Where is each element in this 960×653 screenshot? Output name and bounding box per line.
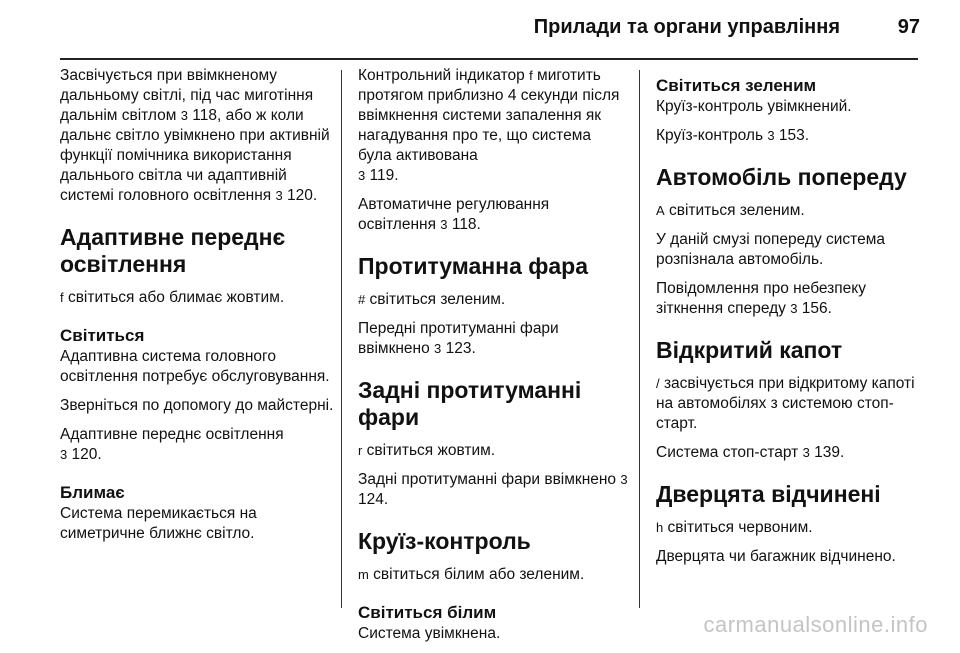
reference-arrow-icon: 3 (434, 341, 442, 356)
paragraph: m світиться білим або зеленим. (358, 566, 585, 583)
page-title: Прилади та органи управління (533, 16, 840, 38)
paragraph: A світиться зеленим. (656, 202, 805, 219)
reference-arrow-icon: 3 (767, 128, 775, 143)
cruise-control-icon: m (358, 567, 369, 582)
watermark: carmanualsonline.info (703, 612, 928, 637)
paragraph: Контрольний індикатор f миготить протягом приблизно 4 секунди після ввімкнення системи запалення як нагадування про те, що система була активована 3 119. (358, 67, 620, 184)
reference-arrow-icon: 3 (620, 472, 628, 487)
subsection-heading: Світиться зеленим (656, 76, 817, 95)
column-2 (358, 66, 628, 653)
paragraph: r світиться жовтим. (358, 442, 496, 459)
paragraph: Автоматичне регулювання освітлення 3 118. (358, 196, 550, 233)
paragraph: Круїз-контроль увімкнений. (656, 98, 852, 115)
header-rule (60, 58, 918, 60)
reference-arrow-icon: 3 (60, 447, 68, 462)
section-heading: Протитуманна фара (358, 253, 589, 279)
vehicle-ahead-icon: A (656, 203, 665, 218)
paragraph: / засвічується при відкритому капоті на автомобілях з системою стоп-старт. (656, 375, 915, 432)
section-heading: Задні протитуманні фари (358, 377, 582, 430)
reference-arrow-icon: 3 (440, 217, 448, 232)
bonnet-open-icon: / (656, 376, 660, 391)
adaptive-light-icon: f (529, 68, 533, 83)
section-heading: Круїз-контроль (358, 528, 531, 554)
column-divider (341, 70, 342, 608)
page-number: 97 (897, 16, 920, 38)
rear-fog-light-icon: r (358, 443, 363, 458)
paragraph: У даній смузі попереду система розпізнала автомобіль. (656, 231, 885, 268)
door-open-icon: h (656, 520, 664, 535)
paragraph: Засвічується при ввімкненому дальньому світлі, під час миготіння дальнім світлом 3 118, або ж коли дальнє світло увімкнено при активній функції помічника використання дальнього світла чи адаптивній системі головного освітлення 3 120. (60, 67, 330, 204)
column-3 (656, 66, 926, 576)
paragraph: Система увімкнена. (358, 625, 501, 642)
paragraph: Дверцята чи багажник відчинено. (656, 548, 896, 565)
paragraph: Система перемикається на симетричне ближнє світло. (60, 505, 257, 542)
reference-arrow-icon: 3 (790, 301, 798, 316)
paragraph: Система стоп-старт 3 139. (656, 444, 845, 461)
paragraph: Адаптивна система головного освітлення потребує обслуговування. (60, 348, 330, 385)
section-heading: Відкритий капот (656, 337, 843, 363)
paragraph: Адаптивне переднє освітлення 3 120. (60, 426, 284, 463)
section-heading: Автомобіль попереду (656, 164, 907, 190)
reference-arrow-icon: 3 (358, 168, 366, 183)
paragraph: Задні протитуманні фари ввімкнено 3 124. (358, 471, 628, 508)
paragraph: h світиться червоним. (656, 519, 813, 536)
column-1 (60, 66, 340, 553)
paragraph: Круїз-контроль 3 153. (656, 127, 810, 144)
paragraph: # світиться зеленим. (358, 291, 506, 308)
reference-arrow-icon: 3 (180, 108, 188, 123)
reference-arrow-icon: 3 (802, 445, 810, 460)
section-heading: Дверцята відчинені (656, 481, 881, 507)
front-fog-light-icon: # (358, 292, 366, 307)
paragraph: Зверніться по допомогу до майстерні. (60, 397, 334, 414)
paragraph: f світиться або блимає жовтим. (60, 289, 285, 306)
paragraph: Повідомлення про небезпеку зіткнення спереду 3 156. (656, 280, 866, 317)
subsection-heading: Світиться (60, 326, 145, 345)
reference-arrow-icon: 3 (275, 188, 283, 203)
paragraph: Передні протитуманні фари ввімкнено 3 123. (358, 320, 559, 357)
section-heading: Адаптивне переднє освітлення (60, 224, 286, 277)
adaptive-light-icon: f (60, 290, 64, 305)
subsection-heading: Світиться білим (358, 603, 497, 622)
subsection-heading: Блимає (60, 483, 125, 502)
column-divider (639, 70, 640, 608)
